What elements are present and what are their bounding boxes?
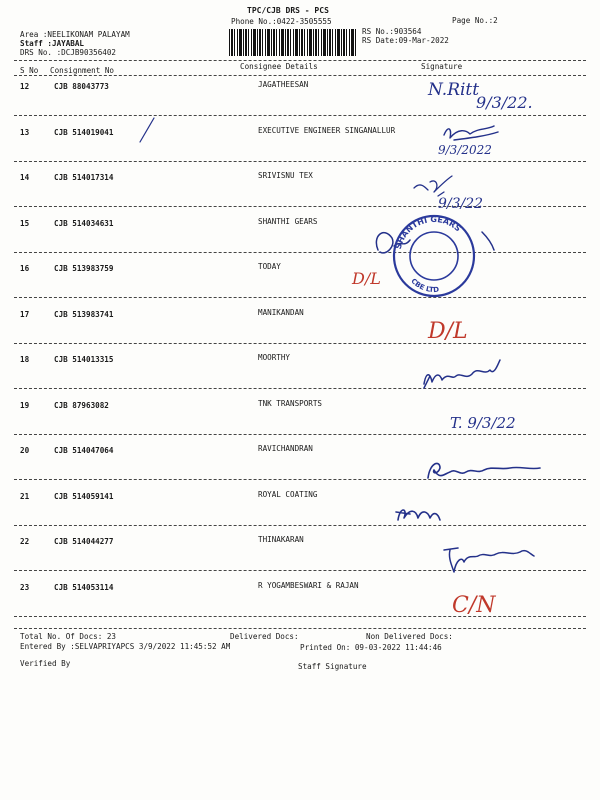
row-sno: 17 — [20, 309, 30, 319]
row-consignee: EXECUTIVE ENGINEER SINGANALLUR — [258, 125, 396, 135]
row-sno: 19 — [20, 400, 30, 410]
row-sno: 23 — [20, 582, 30, 592]
row-consignee: MANIKANDAN — [258, 307, 304, 317]
sig16-dl: D/L — [352, 269, 381, 288]
col-consignee: Consignee Details — [240, 62, 318, 71]
col-signature: Signature — [421, 62, 463, 71]
row-consignment-no: CJB 87963082 — [54, 400, 109, 410]
rs-number: RS No.:903564 — [362, 27, 422, 36]
sig14-scribble — [414, 176, 452, 196]
page-number: Page No.:2 — [452, 16, 498, 25]
rs-date: RS Date:09-Mar-2022 — [362, 36, 449, 45]
row-consignment-no: CJB 513983759 — [54, 264, 114, 273]
verified-by: Verified By — [20, 659, 71, 668]
row-consignment-no: CJB 514017314 — [54, 173, 114, 182]
row-consignee: R YOGAMBESWARI & RAJAN — [258, 580, 359, 590]
entered-by: Entered By :SELVAPRIYAPCS 3/9/2022 11:45:52 AM — [20, 642, 231, 651]
row-sno: 20 — [20, 446, 30, 455]
row-consignment-no: CJB 514047064 — [54, 446, 114, 455]
row-consignee: MOORTHY — [258, 353, 291, 362]
staff-field: Staff :JAYABAL — [20, 39, 85, 48]
phone-number: Phone No.:0422-3505555 — [231, 17, 332, 26]
sig12-date: 9/3/22. — [476, 93, 533, 112]
col-consignment: Consignment No — [50, 66, 115, 75]
non-delivered-docs: Non Delivered Docs: — [366, 632, 453, 641]
divider — [14, 628, 586, 629]
row-consignment-no: CJB 514059141 — [54, 491, 114, 501]
sig19-text: T. 9/3/22 — [450, 414, 516, 432]
drs-number: DRS No. :DCJB90356402 — [20, 48, 117, 57]
sig23-cn: C/N — [452, 593, 496, 618]
sig13-scribble — [444, 126, 498, 140]
row-consignee: TODAY — [258, 262, 281, 271]
row-consignee: ROYAL COATING — [258, 489, 318, 499]
row-sno: 21 — [20, 491, 30, 501]
row-consignee: JAGATHEESAN — [258, 80, 309, 89]
printed-on: Printed On: 09-03-2022 11:44:46 — [300, 643, 442, 652]
row-consignee: RAVICHANDRAN — [258, 444, 313, 453]
row-consignment-no: CJB 88043773 — [54, 82, 109, 91]
check-mark — [140, 118, 154, 142]
row-sno: 14 — [20, 173, 30, 182]
row-consignment-no: CJB 514034631 — [54, 218, 114, 228]
row-consignment-no: CJB 514019041 — [54, 127, 114, 137]
document-title: TPC/CJB DRS - PCS — [247, 6, 329, 15]
area-field: Area :NEELIKONAM PALAYAM — [20, 30, 130, 39]
delivered-docs: Delivered Docs: — [230, 632, 299, 641]
row-consignee: THINAKARAN — [258, 535, 304, 544]
sig13-date: 9/3/2022 — [438, 143, 492, 157]
row-consignment-no: CJB 514053114 — [54, 582, 114, 592]
row-consignee: SHANTHI GEARS — [258, 216, 318, 226]
row-sno: 13 — [20, 127, 30, 137]
row-sno: 16 — [20, 264, 30, 273]
row-sno: 22 — [20, 537, 30, 546]
row-sno: 18 — [20, 355, 30, 364]
col-sno: S No — [20, 66, 39, 75]
row-consignee: SRIVISNU TEX — [258, 171, 313, 180]
row-consignee: TNK TRANSPORTS — [258, 398, 323, 408]
row-consignment-no: CJB 514013315 — [54, 355, 114, 364]
row-consignment-no: CJB 513983741 — [54, 309, 114, 319]
stamp-text-top: SHANTHI GEARS — [393, 214, 463, 251]
sig18-scribble — [424, 360, 500, 388]
stamp-text-bottom: CBE LTD — [409, 276, 440, 295]
row-consignment-no: CJB 514044277 — [54, 537, 114, 546]
staff-signature: Staff Signature — [298, 662, 367, 671]
sig20-scribble — [428, 463, 540, 478]
row-sno: 15 — [20, 218, 30, 228]
sig17-dl: D/L — [428, 319, 468, 344]
total-docs: Total No. Of Docs: 23 — [20, 632, 117, 641]
row-sno: 12 — [20, 82, 30, 91]
sig22-scribble — [444, 548, 534, 572]
company-stamp — [394, 215, 474, 296]
sig14-date: 9/3/22 — [438, 196, 484, 212]
sig21-scribble — [396, 510, 440, 520]
sig12-name: N.Ritt — [428, 80, 480, 100]
